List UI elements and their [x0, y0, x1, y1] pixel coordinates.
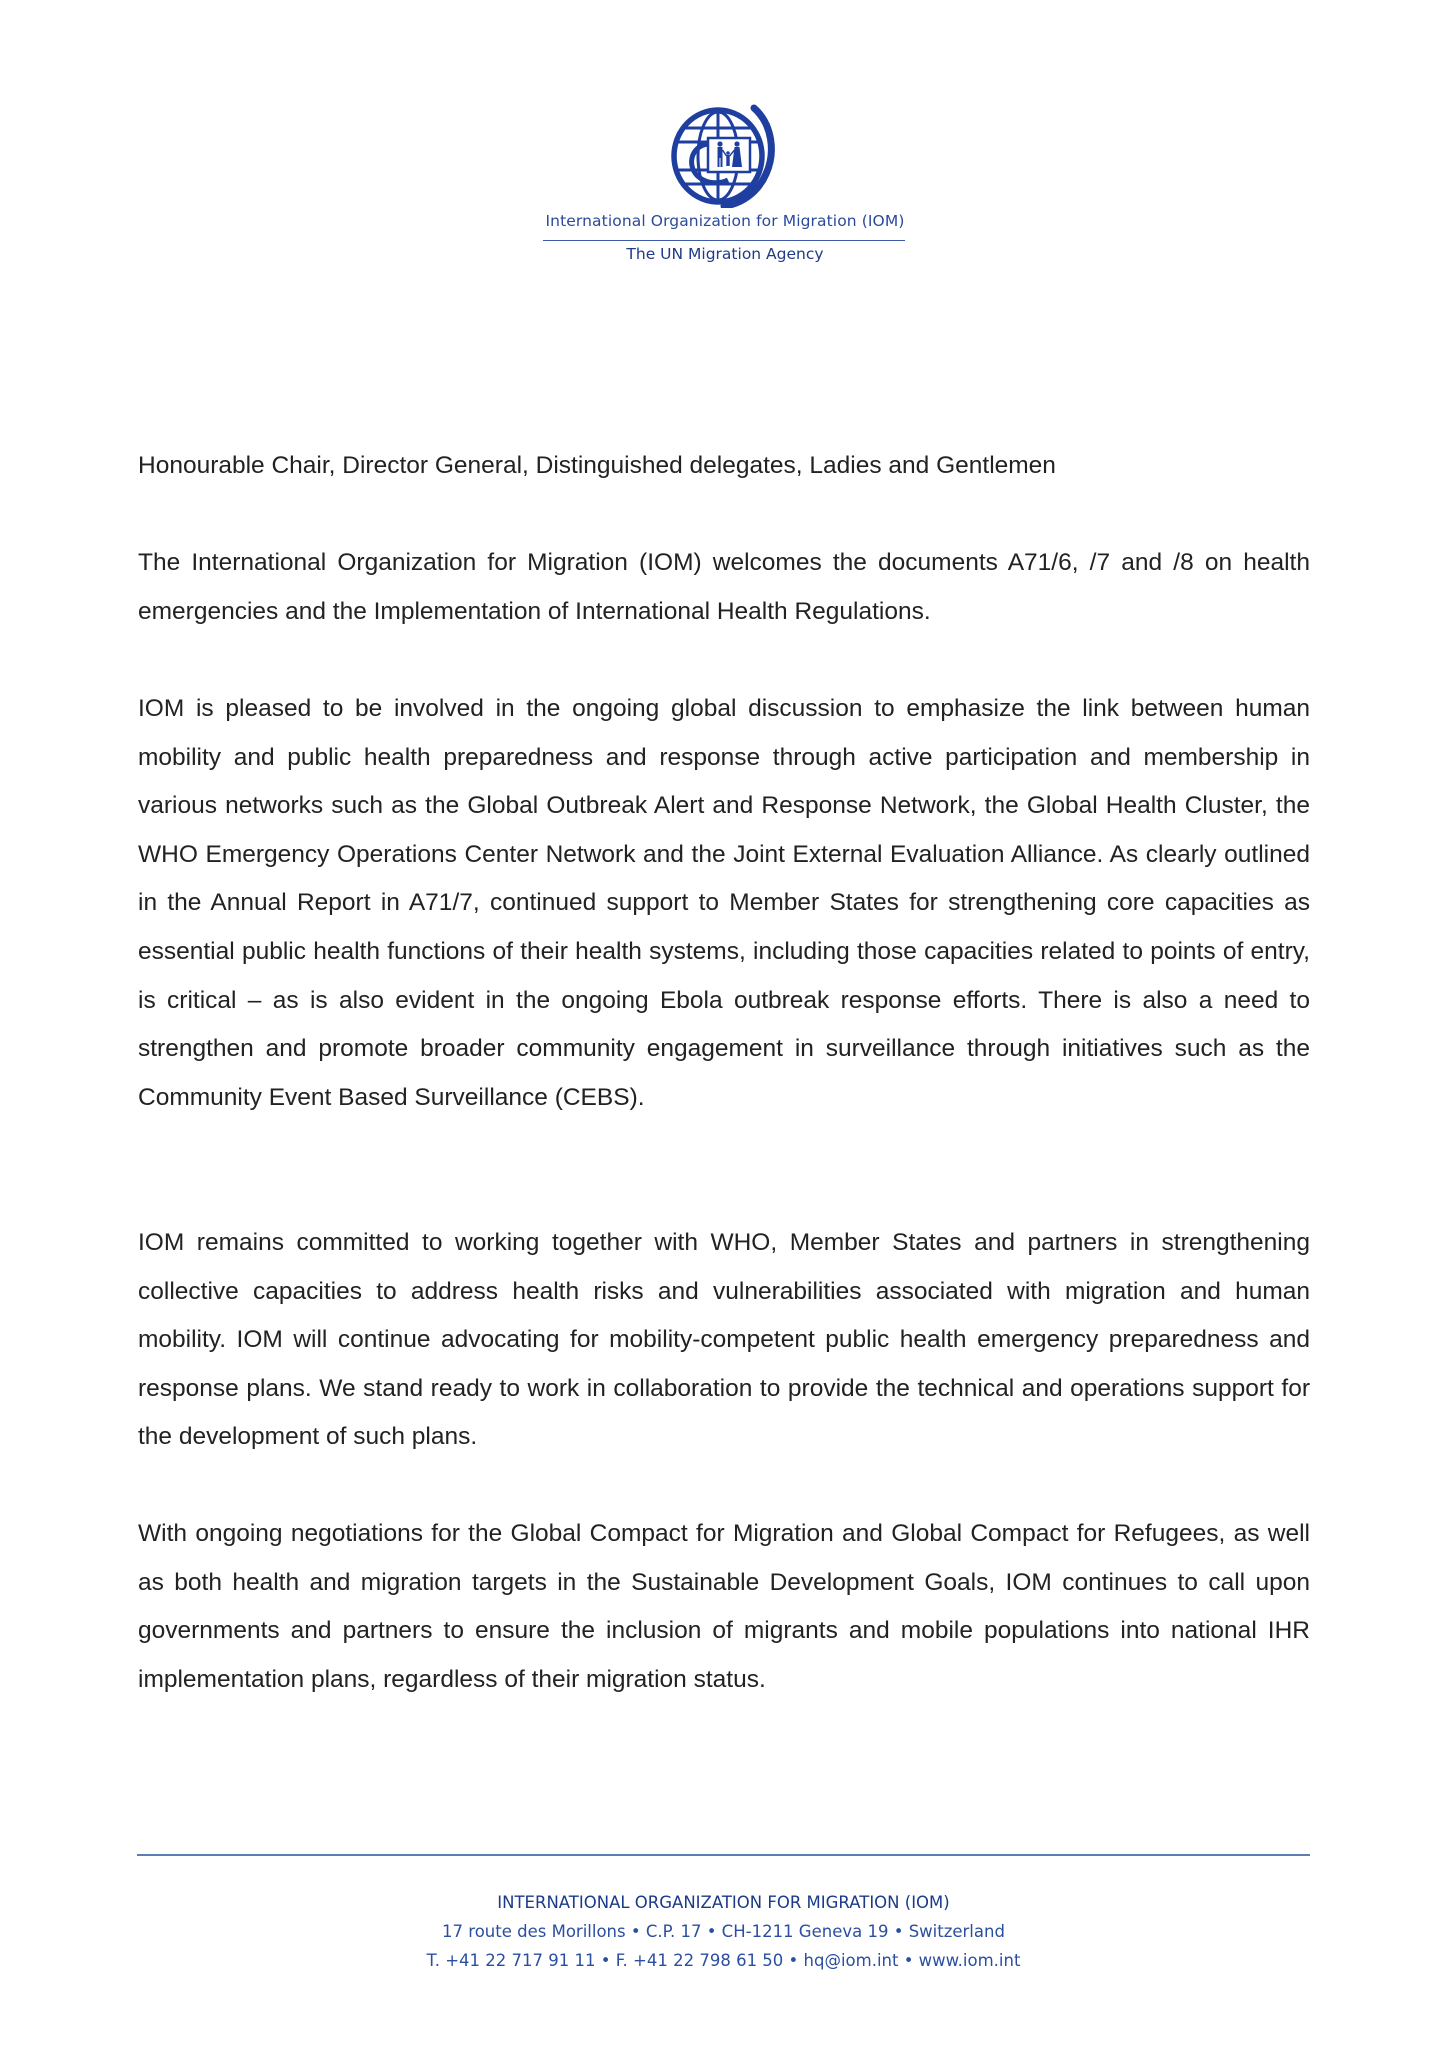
paragraph-text: IOM is pleased to be involved in the ongoing global discussion to emphasize the link between human mobility and public health preparedness and response through active participation and membership in various networks such as the Global Outbreak Alert and Response Network, the Global Health Cluster, the WHO Emergency Operations Center Network and the Joint External Evaluation Alliance. As clearly outlined in the Annual Report in A71/7, continued support to Member States for strengthening core capacities as essential public health functions of their health systems, including those capacities related to points of entry, is critical – as is also evident in the ongoing Ebola outbreak response efforts. There is also a need to strengthen and promote broader community engagement in surveillance through initiatives such as the Community Event Based Surveillance (CEBS). — [138, 695, 1310, 1111]
paragraph-welcome — [138, 539, 1310, 636]
logo-divider — [543, 240, 905, 241]
iom-globe-family-icon — [668, 104, 778, 208]
paragraph-text: The International Organization for Migration (IOM) welcomes the documents A71/6, /7 and /8 on health emergencies and the Implementation of International Health Regulations. — [138, 549, 1310, 625]
footer — [137, 1888, 1310, 1975]
paragraph-global-compact — [138, 1510, 1310, 1704]
paragraph-text: With ongoing negotiations for the Global Compact for Migration and Global Compact for Refugees, as well as both health and migration targets in the Sustainable Development Goals, IOM continues to call upon governments and partners to ensure the inclusion of migrants and mobile populations into national IHR implementation plans, regardless of their migration status. — [138, 1520, 1310, 1693]
paragraph-text: IOM remains committed to working together with WHO, Member States and partners in strengthening collective capacities to address health risks and vulnerabilities associated with migration and human mobility. IOM will continue advocating for mobility-competent public health emergency preparedness and response plans. We stand ready to work in collaboration to provide the technical and operations support for the development of such plans. — [138, 1229, 1310, 1451]
logo-org-name: International Organization for Migration (IOM) — [545, 212, 905, 230]
footer-address: 17 route des Morillons • C.P. 17 • CH-1211 Geneva 19 • Switzerland — [442, 1922, 1005, 1941]
logo-tagline: The UN Migration Agency — [626, 245, 824, 263]
salutation: Honourable Chair, Director General, Distinguished delegates, Ladies and Gentlemen — [138, 452, 1056, 479]
footer-org-name: INTERNATIONAL ORGANIZATION FOR MIGRATION (IOM) — [497, 1893, 950, 1912]
footer-contact: T. +41 22 717 91 11 • F. +41 22 798 61 50 • hq@iom.int • www.iom.int — [426, 1951, 1021, 1970]
paragraph-involvement — [138, 685, 1310, 1122]
footer-divider — [137, 1854, 1310, 1856]
paragraph-commitment — [138, 1219, 1310, 1462]
